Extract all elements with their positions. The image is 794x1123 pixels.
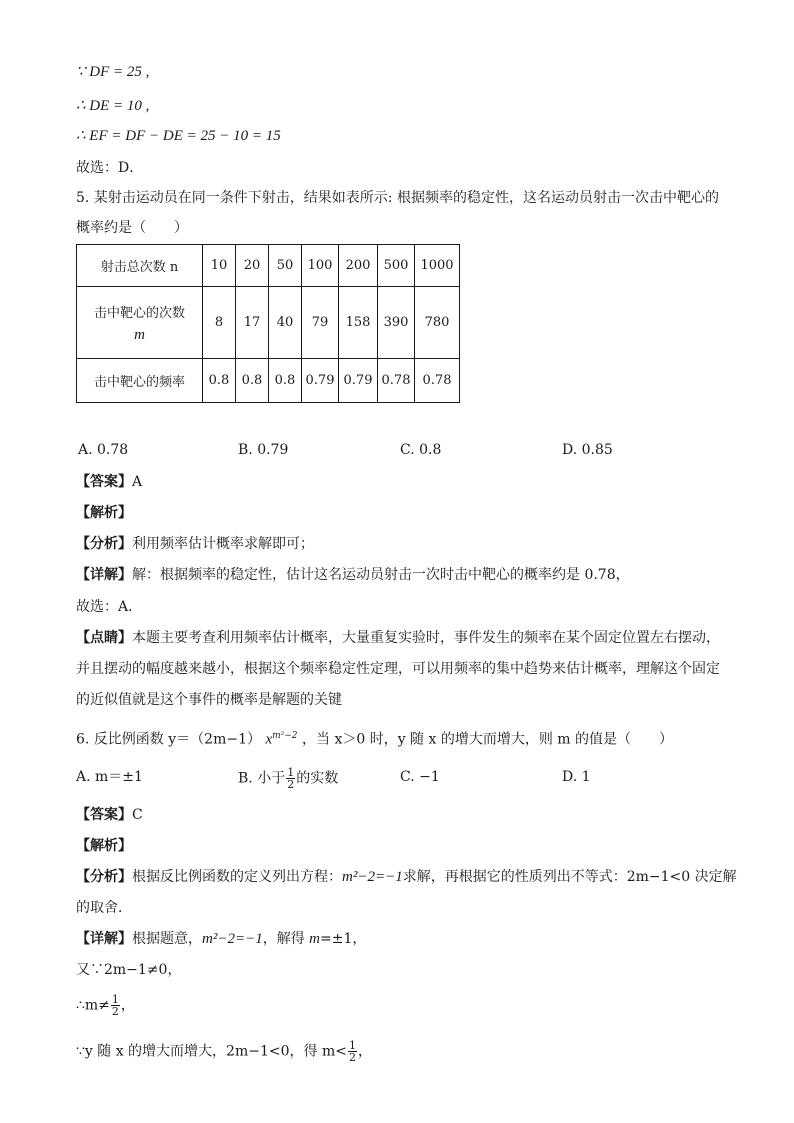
solution-line-df: ∵ DF = 25 , bbox=[76, 64, 150, 80]
answer-value: C bbox=[132, 807, 143, 823]
q5-xiangjie bbox=[76, 565, 630, 585]
row-header-m-text: 击中靶心的次数 bbox=[93, 305, 185, 321]
line-ne-pre: ∴m≠ bbox=[76, 997, 110, 1014]
q6-option-d: D. 1 bbox=[562, 769, 591, 785]
table-cell: 40 bbox=[269, 287, 302, 359]
dianjing-label: 【点睛】 bbox=[76, 630, 132, 646]
analysis-label: 【解析】 bbox=[76, 505, 132, 521]
answer-label: 【答案】 bbox=[76, 807, 132, 823]
q6-option-c: C. −1 bbox=[400, 769, 440, 785]
answer-label: 【答案】 bbox=[76, 474, 132, 490]
q6-fenxi bbox=[76, 867, 737, 887]
table-cell: 1000 bbox=[415, 245, 460, 287]
fraction-half bbox=[348, 1040, 357, 1063]
table-cell: 0.8 bbox=[269, 359, 302, 403]
fenxi-label: 【分析】 bbox=[76, 869, 132, 885]
table-cell: 79 bbox=[302, 287, 339, 359]
q6-stem-exponent: m²−2 bbox=[272, 731, 298, 741]
fraction-numerator: 1 bbox=[348, 1039, 356, 1052]
q6-xiangjie bbox=[76, 929, 366, 949]
fenxi-label: 【分析】 bbox=[76, 536, 132, 552]
xiangjie-label: 【详解】 bbox=[76, 931, 132, 947]
solution-line-ef: ∴ EF = DF − DE = 25 − 10 = 15 bbox=[76, 128, 281, 144]
q6-analysis-label bbox=[76, 836, 132, 856]
q5-choice: 故选：A． bbox=[76, 599, 143, 615]
row-header-m-symbol: m bbox=[134, 326, 145, 343]
q5-option-b: B. 0.79 bbox=[238, 442, 289, 458]
q5-stem-line1: 5. 某射击运动员在同一条件下射击，结果如表所示: 根据频率的稳定性，这名运动员射击一次击中靶心的 bbox=[76, 190, 719, 206]
table-cell: 0.8 bbox=[203, 359, 236, 403]
q5-answer bbox=[76, 472, 142, 492]
table-cell: 390 bbox=[378, 287, 415, 359]
q6-line-ne bbox=[76, 994, 135, 1017]
fenxi-text-b: 求解，再根据它的性质列出不等式：2m−1<0 决定解 bbox=[402, 869, 737, 885]
table-cell: 50 bbox=[269, 245, 302, 287]
xiangjie-variable: m bbox=[309, 931, 320, 947]
answer-value: A bbox=[132, 474, 143, 490]
fraction-half bbox=[286, 767, 295, 790]
fraction-half bbox=[111, 994, 120, 1017]
fraction-denominator: 2 bbox=[348, 1051, 356, 1064]
q5-stem-line2: 概率约是（ ） bbox=[76, 220, 188, 236]
table-cell: 0.79 bbox=[339, 359, 378, 403]
fenxi-text-a: 根据反比例函数的定义列出方程： bbox=[132, 869, 342, 885]
table-cell: 158 bbox=[339, 287, 378, 359]
table-cell: 17 bbox=[236, 287, 269, 359]
table-cell: 20 bbox=[236, 245, 269, 287]
row-header-n: 射击总次数 n bbox=[77, 245, 203, 287]
q5-option-d: D. 0.85 bbox=[562, 442, 613, 458]
table-cell: 10 bbox=[203, 245, 236, 287]
table-cell: 0.79 bbox=[302, 359, 339, 403]
q6-stem bbox=[76, 726, 673, 750]
table-cell: 8 bbox=[203, 287, 236, 359]
q6-stem-b: ，当 x＞0 时，y 随 x 的增大而增大，则 m 的值是（ ） bbox=[302, 731, 674, 748]
fraction-numerator: 1 bbox=[287, 766, 295, 779]
fraction-numerator: 1 bbox=[111, 993, 119, 1006]
dianjing-text-1: 本题主要考查利用频率估计概率，大量重复实验时，事件发生的频率在某个固定位置左右摆动， bbox=[132, 630, 720, 646]
q5-option-c: C. 0.8 bbox=[400, 442, 442, 458]
q5-dianjing-2: 并且摆动的幅度越来越小，根据这个频率稳定性定理，可以用频率的集中趋势来估计概率，理解这个固定 bbox=[76, 661, 720, 677]
row-header-m bbox=[77, 287, 203, 359]
q5-dianjing-3: 的近似值就是这个事件的概率是解题的关键 bbox=[76, 692, 342, 708]
fenxi-text: 利用频率估计概率求解即可； bbox=[132, 536, 314, 552]
fenxi-equation: m²−2=−1 bbox=[342, 869, 403, 885]
q5-option-a: A. 0.78 bbox=[78, 442, 129, 458]
q5-fenxi bbox=[76, 534, 314, 554]
solution-choice: 故选：D． bbox=[76, 160, 144, 176]
table-cell: 200 bbox=[339, 245, 378, 287]
q6-option-b-post: 的实数 bbox=[296, 770, 339, 787]
line-last-post: ， bbox=[357, 1043, 372, 1060]
solution-line-de: ∴ DE = 10 , bbox=[76, 98, 150, 114]
analysis-label: 【解析】 bbox=[76, 838, 132, 854]
table-row bbox=[77, 287, 460, 359]
q6-option-b bbox=[238, 767, 338, 790]
q6-stem-a: 6. 反比例函数 y＝（2m−1） bbox=[76, 731, 261, 748]
q6-fenxi-cont: 的取舍． bbox=[76, 900, 132, 916]
table-cell: 0.8 bbox=[236, 359, 269, 403]
q5-analysis-label bbox=[76, 503, 132, 523]
line-ne-post: ， bbox=[120, 997, 135, 1014]
xiangjie-label: 【详解】 bbox=[76, 567, 132, 583]
table-cell: 500 bbox=[378, 245, 415, 287]
q6-option-a: A. m＝±1 bbox=[76, 769, 143, 785]
fraction-denominator: 2 bbox=[111, 1005, 119, 1018]
table-cell: 100 bbox=[302, 245, 339, 287]
q6-stem-x: x bbox=[265, 731, 273, 748]
line-last-pre: ∵y 随 x 的增大而增大，2m−1<0，得 m< bbox=[76, 1043, 347, 1060]
q6-line-you: 又∵2m−1≠0， bbox=[76, 962, 182, 978]
row-header-freq: 击中靶心的频率 bbox=[77, 359, 203, 403]
xiangjie-text-c: =±1， bbox=[320, 931, 367, 947]
xiangjie-equation: m²−2=−1 bbox=[202, 931, 263, 947]
table-cell: 0.78 bbox=[378, 359, 415, 403]
fraction-denominator: 2 bbox=[287, 778, 295, 791]
frequency-table bbox=[76, 244, 460, 403]
xiangjie-text-b: ，解得 bbox=[262, 931, 310, 947]
q6-option-b-pre: B. 小于 bbox=[238, 770, 286, 787]
table-row bbox=[77, 359, 460, 403]
table-cell: 780 bbox=[415, 287, 460, 359]
q5-dianjing-1 bbox=[76, 628, 720, 648]
xiangjie-text: 解：根据频率的稳定性，估计这名运动员射击一次时击中靶心的概率约是 0.78， bbox=[132, 567, 630, 583]
table-row bbox=[77, 245, 460, 287]
q6-answer bbox=[76, 805, 143, 825]
xiangjie-text-a: 根据题意， bbox=[132, 931, 202, 947]
q6-line-last bbox=[76, 1040, 372, 1063]
table-cell: 0.78 bbox=[415, 359, 460, 403]
